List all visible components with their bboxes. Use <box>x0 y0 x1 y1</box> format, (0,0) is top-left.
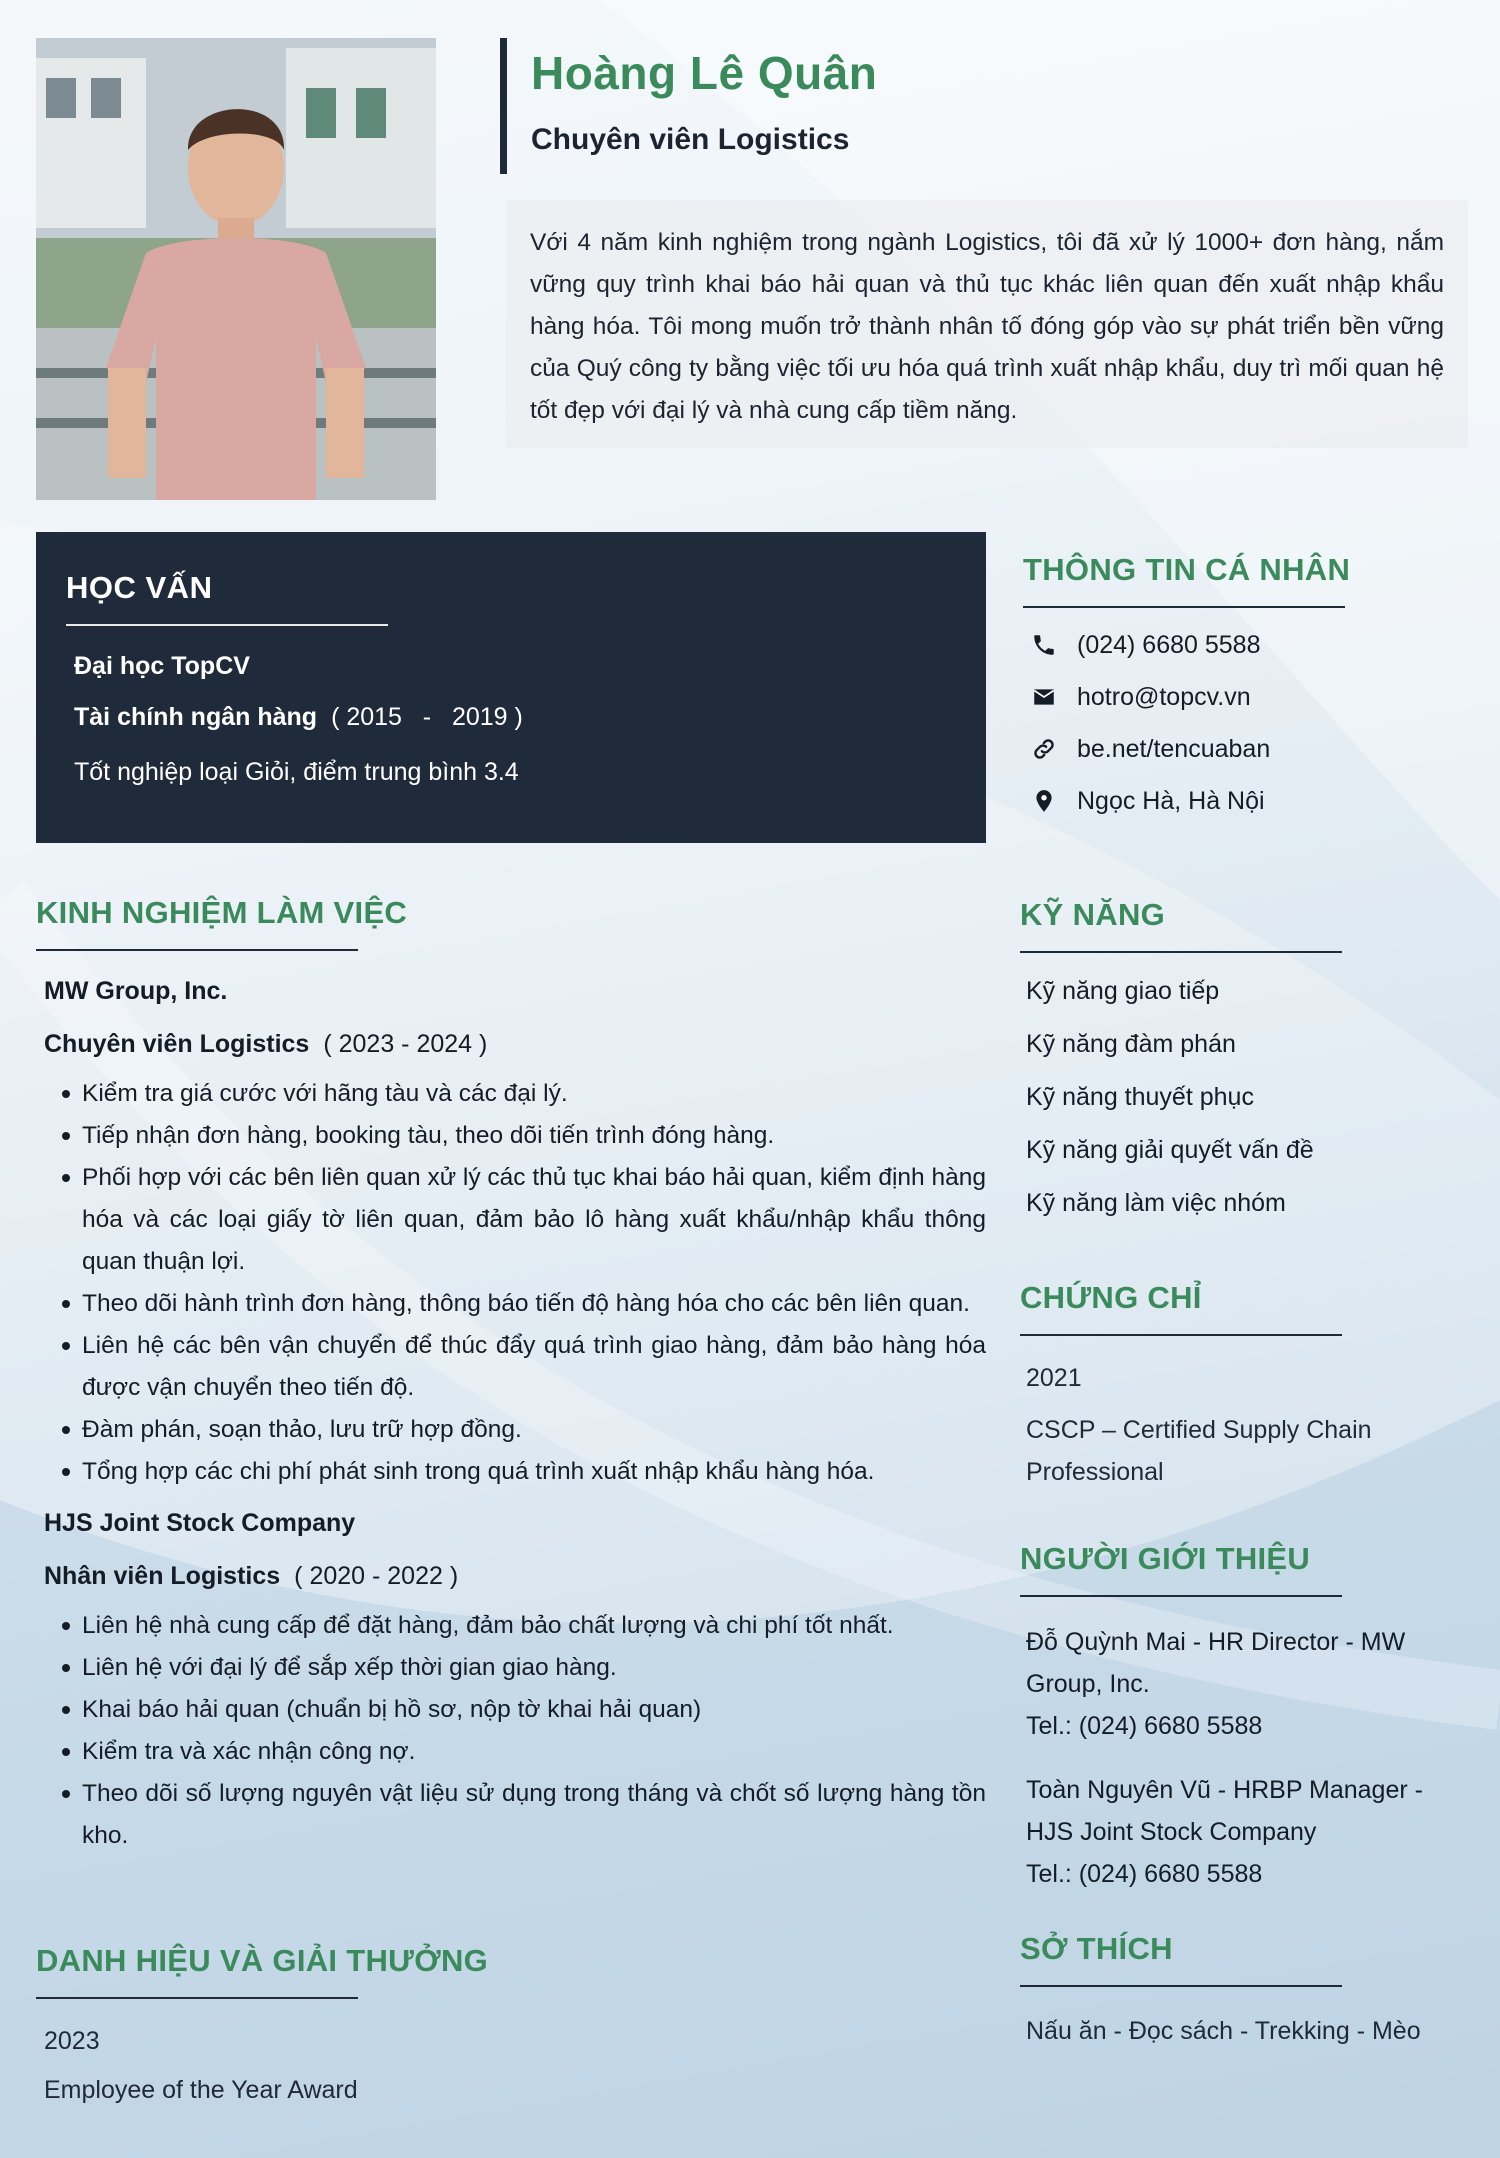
certificates-heading: CHỨNG CHỈ <box>1020 1280 1202 1315</box>
job-bullet: Liên hệ nhà cung cấp để đặt hàng, đảm bảo chất lượng và chi phí tốt nhất. <box>60 1605 986 1647</box>
skill-item: Kỹ năng đàm phán <box>1026 1030 1236 1058</box>
awards-section <box>36 1943 636 2105</box>
contact-email-text: hotro@topcv.vn <box>1077 682 1251 711</box>
skills-section <box>1020 897 1480 1218</box>
contact-email <box>1023 682 1483 712</box>
job-bullet: Liên hệ các bên vận chuyển để thúc đẩy quá trình giao hàng, đảm bảo hàng hóa được vận chuyển theo tiến độ. <box>60 1325 986 1409</box>
skill-item: Kỹ năng thuyết phục <box>1026 1083 1254 1111</box>
job-bullet: Đàm phán, soạn thảo, lưu trữ hợp đồng. <box>60 1409 986 1451</box>
contact-address <box>1023 786 1483 816</box>
education-heading: HỌC VẤN <box>66 570 213 605</box>
experience-section <box>36 895 986 1857</box>
certificate-year: 2021 <box>1026 1364 1082 1392</box>
contact-phone-text: (024) 6680 5588 <box>1077 630 1261 659</box>
references-section <box>1020 1541 1480 1895</box>
education-note: Tốt nghiệp loại Giỏi, điểm trung bình 3.4 <box>74 758 519 786</box>
job-company: HJS Joint Stock Company <box>44 1509 356 1537</box>
skills-divider <box>1020 951 1342 953</box>
email-icon <box>1029 682 1059 712</box>
hobbies-section <box>1020 1931 1480 2046</box>
job-role-row <box>36 1030 986 1059</box>
profile-photo <box>36 38 436 500</box>
skill-item: Kỹ năng giải quyết vấn đề <box>1026 1136 1314 1164</box>
contact-website[interactable] <box>1023 734 1483 764</box>
skill-item: Kỹ năng giao tiếp <box>1026 977 1220 1005</box>
education-years: ( 2015 - 2019 ) <box>331 703 523 731</box>
job-bullet: Theo dõi số lượng nguyên vật liệu sử dụng trong tháng và chốt số lượng hàng tồn kho. <box>60 1773 986 1857</box>
career-summary: Với 4 năm kinh nghiệm trong ngành Logistics, tôi đã xử lý 1000+ đơn hàng, nắm vững quy trình khai báo hải quan và thủ tục khác liên quan đến xuất nhập khẩu hàng hóa. Tôi mong muốn trở thành nhân tố đóng góp vào sự phát triển bền vững của Quý công ty bằng việc tối ưu hóa quá trình xuất nhập khẩu, duy trì mối quan hệ tốt đẹp với đại lý và nhà cung cấp tiềm năng. <box>506 200 1468 448</box>
personal-info-divider <box>1023 606 1345 608</box>
job-bullet: Khai báo hải quan (chuẩn bị hồ sơ, nộp tờ khai hải quan) <box>60 1689 986 1731</box>
reference-item <box>1020 1769 1450 1895</box>
location-icon <box>1029 786 1059 816</box>
awards-divider <box>36 1997 358 1999</box>
job-bullet: Phối hợp với các bên liên quan xử lý các thủ tục khai báo hải quan, kiểm định hàng hóa và các loại giấy tờ liên quan, đảm bảo lô hàng xuất khẩu/nhập khẩu thông quan thuận lợi. <box>60 1157 986 1283</box>
education-school: Đại học TopCV <box>74 652 250 680</box>
education-section <box>36 532 986 843</box>
job-years: ( 2023 - 2024 ) <box>323 1030 488 1058</box>
job-bullet: Kiểm tra và xác nhận công nợ. <box>60 1731 986 1773</box>
reference-phone: Tel.: (024) 6680 5588 <box>1026 1860 1263 1888</box>
job-bullet: Tiếp nhận đơn hàng, booking tàu, theo dõi tiến trình đóng hàng. <box>60 1115 986 1157</box>
certificates-divider <box>1020 1334 1342 1336</box>
link-icon <box>1029 734 1059 764</box>
job-years: ( 2020 - 2022 ) <box>294 1562 459 1590</box>
job-bullet: Tổng hợp các chi phí phát sinh trong quá trình xuất nhập khẩu hàng hóa. <box>60 1451 986 1493</box>
job-company: MW Group, Inc. <box>44 977 228 1005</box>
job-bullets <box>36 1073 986 1493</box>
references-divider <box>1020 1595 1342 1597</box>
reference-phone: Tel.: (024) 6680 5588 <box>1026 1712 1263 1740</box>
contact-phone <box>1023 630 1483 660</box>
experience-heading: KINH NGHIỆM LÀM VIỆC <box>36 895 408 930</box>
job-role-row <box>36 1562 986 1591</box>
education-major: Tài chính ngân hàng <box>74 703 318 731</box>
reference-item <box>1020 1621 1450 1747</box>
references-heading: NGƯỜI GIỚI THIỆU <box>1020 1541 1311 1576</box>
skills-heading: KỸ NĂNG <box>1020 897 1166 932</box>
experience-divider <box>36 949 358 951</box>
contact-address-text: Ngọc Hà, Hà Nội <box>1077 786 1265 815</box>
education-major-row <box>66 703 956 732</box>
hobbies-heading: SỞ THÍCH <box>1020 1931 1173 1966</box>
personal-info-section <box>1023 552 1483 816</box>
job-role: Chuyên viên Logistics <box>44 1030 310 1058</box>
reference-person: Đỗ Quỳnh Mai - HR Director - MW Group, Inc. <box>1026 1628 1406 1698</box>
award-year: 2023 <box>44 2027 100 2055</box>
awards-heading: DANH HIỆU VÀ GIẢI THƯỞNG <box>36 1943 489 1978</box>
candidate-title: Chuyên viên Logistics <box>531 122 850 156</box>
reference-person: Toàn Nguyên Vũ - HRBP Manager - HJS Joint Stock Company <box>1026 1776 1423 1846</box>
job-role: Nhân viên Logistics <box>44 1562 281 1590</box>
award-name: Employee of the Year Award <box>44 2076 358 2104</box>
education-divider <box>66 624 388 626</box>
header <box>500 38 1460 174</box>
job-bullet: Theo dõi hành trình đơn hàng, thông báo tiến độ hàng hóa cho các bên liên quan. <box>60 1283 986 1325</box>
job-bullet: Liên hệ với đại lý để sắp xếp thời gian giao hàng. <box>60 1647 986 1689</box>
certificates-section <box>1020 1280 1480 1493</box>
contact-website-text[interactable]: be.net/tencuaban <box>1077 734 1271 763</box>
certificate-name: CSCP – Certified Supply Chain Professional <box>1026 1416 1372 1486</box>
job-bullet: Kiểm tra giá cước với hãng tàu và các đại lý. <box>60 1073 986 1115</box>
job-bullets <box>36 1605 986 1857</box>
hobbies-text: Nấu ăn - Đọc sách - Trekking - Mèo <box>1026 2017 1421 2045</box>
candidate-name: Hoàng Lê Quân <box>531 47 878 99</box>
phone-icon <box>1029 630 1059 660</box>
personal-info-heading: THÔNG TIN CÁ NHÂN <box>1023 552 1351 587</box>
skill-item: Kỹ năng làm việc nhóm <box>1026 1189 1286 1217</box>
hobbies-divider <box>1020 1985 1342 1987</box>
